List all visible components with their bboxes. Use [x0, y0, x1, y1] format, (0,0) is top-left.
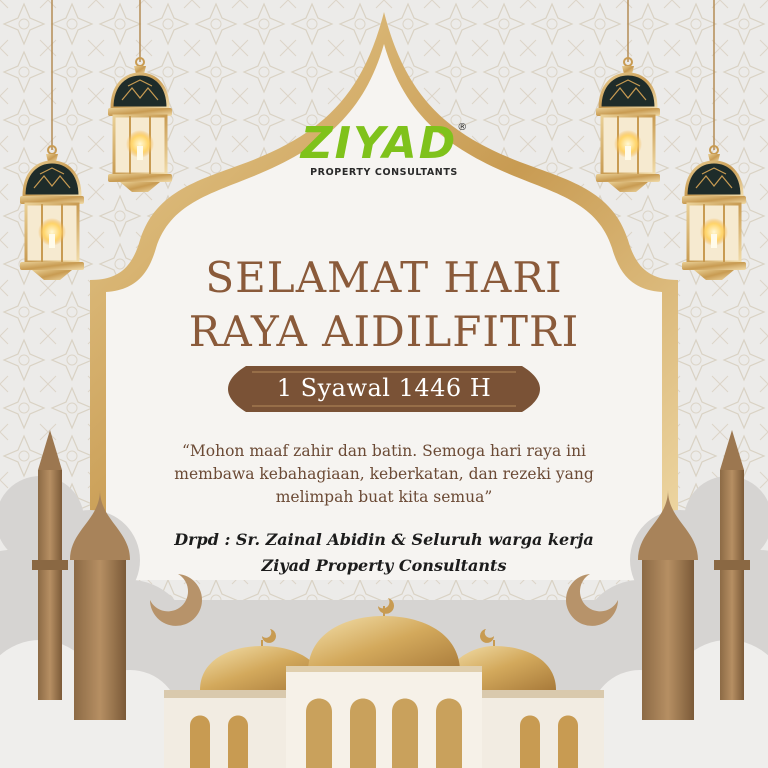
date-label: 1 Syawal 1446 H	[276, 374, 492, 402]
greeting-title-line-1: SELAMAT HARI	[205, 253, 563, 302]
sender-line-2: Ziyad Property Consultants	[261, 556, 507, 575]
logo-wordmark: ZIYAD	[300, 118, 458, 169]
logo-subtitle: PROPERTY CONSULTANTS	[310, 167, 458, 178]
greeting-message: “Mohon maaf zahir dan batin. Semoga hari raya ini membawa kebahagiaan, keberkatan, dan rezeki yang melimpah buat kita semua”	[174, 442, 594, 506]
brand-logo	[0, 118, 768, 178]
greeting-title-line-2: RAYA AIDILFITRI	[188, 307, 580, 356]
sender-line-1: Drpd : Sr. Zainal Abidin & Seluruh warga kerja	[174, 530, 594, 549]
registered-mark: ®	[457, 122, 468, 133]
